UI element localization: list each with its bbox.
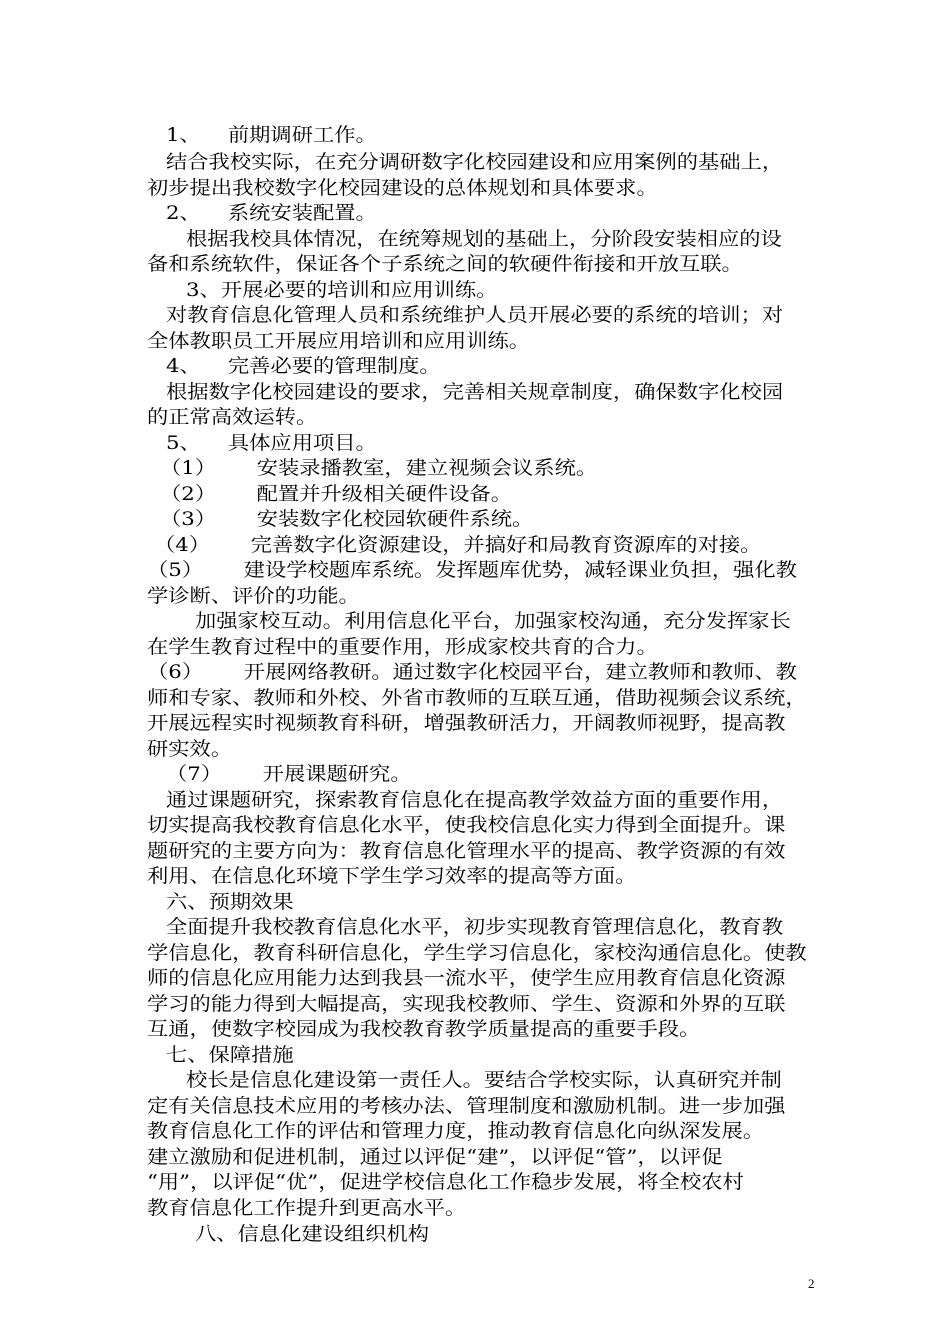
paragraph-line: 师的信息化应用能力达到我县一流水平，使学生应用教育信息化资源 [147, 967, 786, 989]
paragraph-line: 全体教职员工开展应用培训和应用训练。 [147, 330, 531, 352]
list-item: （6） 开展网络教研。通过数字化校园平台，建立教师和教师、教 [147, 661, 797, 683]
list-item: （7） 开展课题研究。 [166, 763, 412, 785]
paragraph-line: 题研究的主要方向为：教育信息化管理水平的提高、教学资源的有效 [147, 840, 786, 862]
section-heading: 八、信息化建设组织机构 [195, 1223, 430, 1245]
paragraph-line: 切实提高我校教育信息化水平，使我校信息化实力得到全面提升。课 [147, 814, 786, 836]
heading-item-2: 2、 系统安装配置。 [166, 202, 377, 224]
heading-item-5: 5、 具体应用项目。 [166, 432, 377, 454]
heading-item-4: 4、 完善必要的管理制度。 [166, 355, 441, 377]
paragraph-line: 结合我校实际，在充分调研数字化校园建设和应用案例的基础上， [166, 151, 784, 173]
paragraph-line: 在学生教育过程中的重要作用，形成家校共育的合力。 [147, 636, 658, 658]
paragraph-line: 定有关信息技术应用的考核办法、管理制度和激励机制。进一步加强 [147, 1095, 786, 1117]
list-item: （1） 安装录播教室，建立视频会议系统。 [160, 457, 598, 479]
paragraph-line: 学习的能力得到大幅提高，实现我校教师、学生、资源和外界的互联 [147, 993, 786, 1015]
list-item: （5） 建设学校题库系统。发挥题库优势，减轻课业负担，强化教 [147, 559, 797, 581]
paragraph-line: 学信息化，教育科研信息化，学生学习信息化，家校沟通信息化。使教 [147, 942, 807, 964]
section-heading: 七、保障措施 [166, 1044, 294, 1066]
paragraph-line: 加强家校互动。利用信息化平台，加强家校沟通，充分发挥家长 [195, 610, 791, 632]
paragraph-line: 全面提升我校教育信息化水平，初步实现教育管理信息化，教育教 [166, 916, 784, 938]
heading-item-1: 1、 前期调研工作。 [166, 124, 377, 146]
paragraph-line: 通过课题研究，探索教育信息化在提高教学效益方面的重要作用， [166, 789, 784, 811]
paragraph-line: 研实效。 [147, 738, 233, 760]
paragraph-line: 根据数字化校园建设的要求，完善相关规章制度，确保数字化校园 [166, 381, 784, 403]
page-number: 2 [808, 1276, 815, 1291]
list-item: （3） 安装数字化校园软硬件系统。 [160, 508, 534, 530]
paragraph-line: 互通，使数字校园成为我校教育教学质量提高的重要手段。 [147, 1018, 701, 1040]
section-heading: 六、预期效果 [166, 891, 294, 913]
paragraph-line: 教育信息化工作提升到更高水平。 [147, 1197, 467, 1219]
paragraph-line: 师和专家、教师和外校、外省市教师的互联互通，借助视频会议系统， [147, 687, 807, 709]
paragraph-line: 开展远程实时视频教育科研，增强教研活力，开阔教师视野，提高教 [147, 712, 786, 734]
heading-item-3: 3、开展必要的培训和应用训练。 [186, 279, 498, 301]
paragraph-line: 备和系统软件，保证各个子系统之间的软硬件衔接和开放互联。 [147, 253, 743, 275]
paragraph-line: 利用、在信息化环境下学生学习效率的提高等方面。 [147, 865, 637, 887]
paragraph-line: 的正常高效运转。 [147, 406, 318, 428]
paragraph-line: 对教育信息化管理人员和系统维护人员开展必要的系统的培训；对 [166, 304, 784, 326]
paragraph-line: 初步提出我校数字化校园建设的总体规划和具体要求。 [147, 177, 658, 199]
paragraph-line: 根据我校具体情况，在统筹规划的基础上，分阶段安装相应的设 [186, 228, 782, 250]
paragraph-line: “用”，以评促“优”，促进学校信息化工作稳步发展，将全校农村 [147, 1171, 744, 1193]
paragraph-line: 学诊断、评价的功能。 [147, 585, 360, 607]
list-item: （2） 配置并升级相关硬件设备。 [160, 483, 513, 505]
paragraph-line: 校长是信息化建设第一责任人。要结合学校实际，认真研究并制 [186, 1069, 782, 1091]
paragraph-line: 建立激励和促进机制，通过以评促“建”，以评促“管”，以评促 [147, 1146, 723, 1168]
list-item: （4） 完善数字化资源建设，并搞好和局教育资源库的对接。 [154, 534, 762, 556]
paragraph-line: 教育信息化工作的评估和管理力度，推动教育信息化向纵深发展。 [147, 1120, 765, 1142]
